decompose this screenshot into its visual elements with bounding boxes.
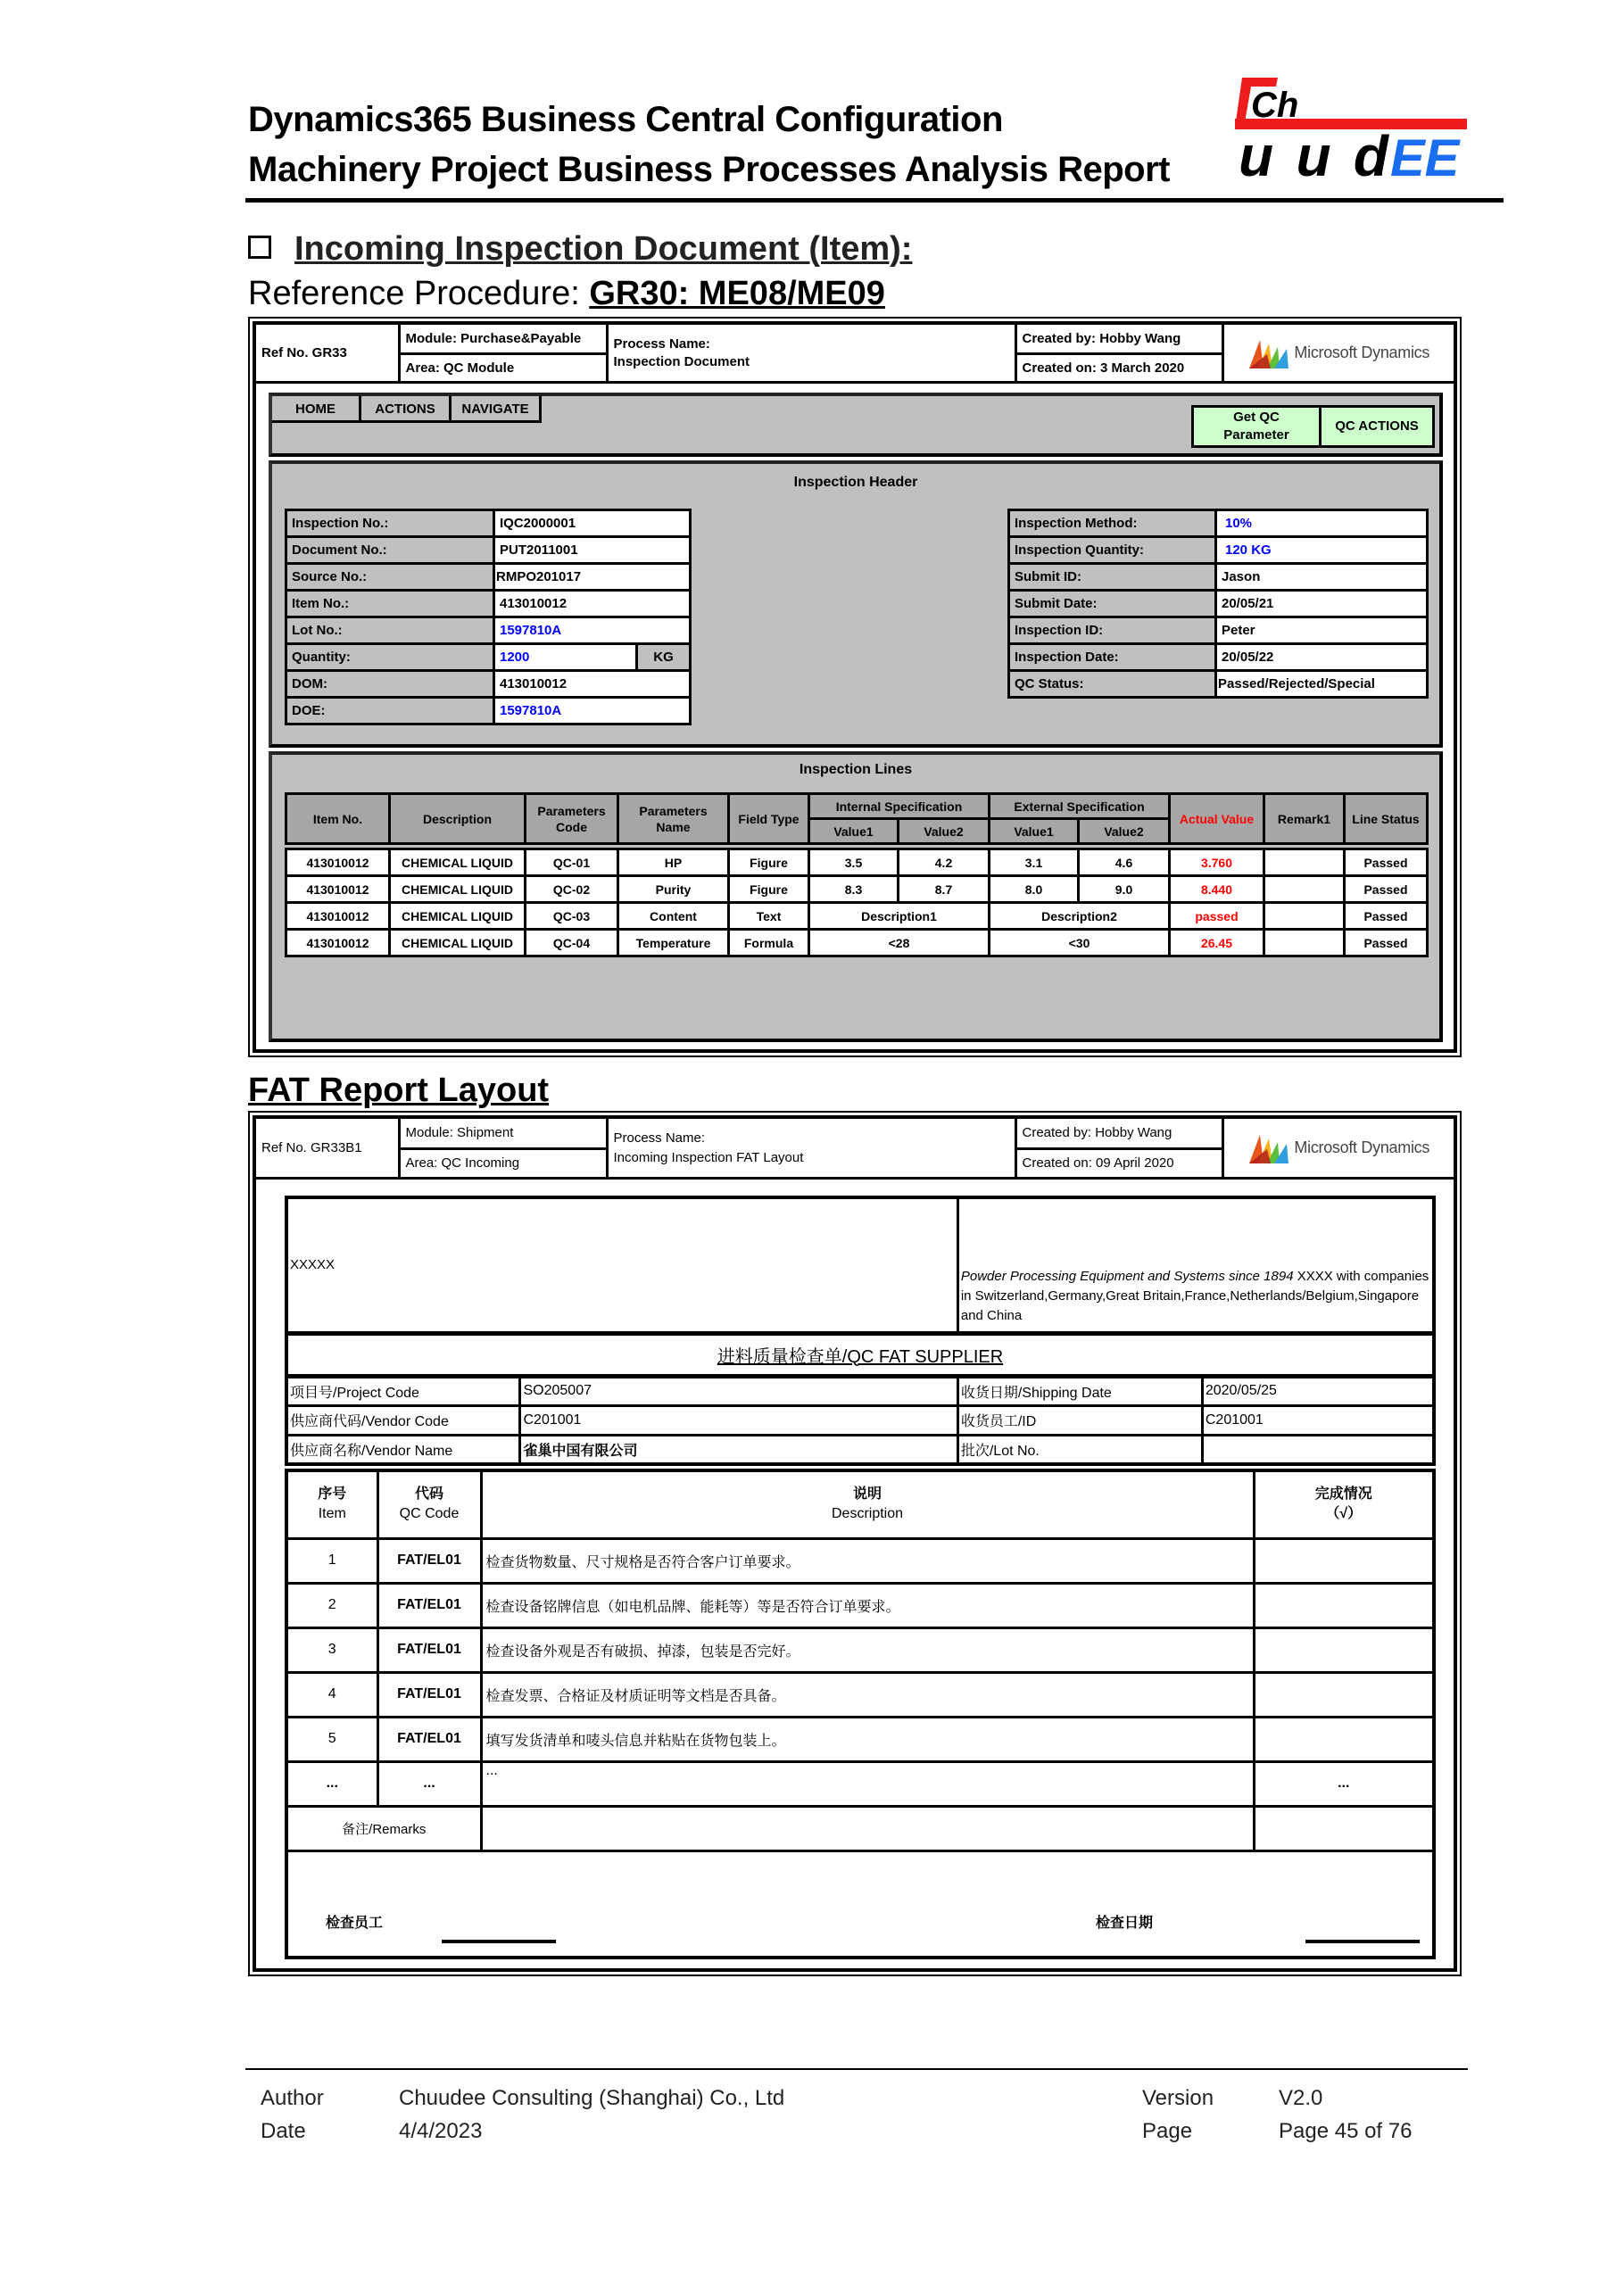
row-no: 4 [286,1672,377,1717]
col-param-name: Parameters Name [618,794,729,844]
table-row[interactable] [286,876,1428,903]
col-item-en: Item [318,1506,346,1522]
cell-description: CHEMICAL LIQUID [390,849,526,876]
row-no: ... [286,1761,377,1806]
dom-value[interactable]: 413010012 [494,671,691,698]
ribbon-tabs [272,396,542,423]
get-qc-line1: Get QC [1233,410,1280,425]
ms-dynamics-logo [1222,325,1454,383]
cell-param-name: HP [618,849,729,876]
inspect-date-line[interactable] [1305,1940,1420,1943]
col-desc-cn: 说明 [852,1486,882,1503]
reference-procedure [248,272,885,315]
reference-label: Reference Procedure: [248,275,590,312]
row-no: 1 [286,1538,377,1583]
inspection-document-frame [253,321,1457,1053]
row-code: FAT/EL01 [377,1627,481,1672]
row-code: FAT/EL01 [377,1672,481,1717]
ms-dynamics-icon [1247,1131,1290,1165]
module: Module: Purchase&Payable [399,325,607,353]
footer-date-value: 4/4/2023 [399,2119,483,2143]
area: Area: QC Module [399,353,607,382]
inspection-date-value[interactable]: 20/05/22 [1216,644,1428,671]
cell-int-spec: Description1 [809,903,990,930]
footer-author-label: Author [261,2086,324,2110]
col-qc-code [377,1470,481,1538]
header-field: Document No.: PUT2011001 [286,537,691,564]
submit-date-value[interactable]: 20/05/21 [1216,591,1428,617]
process-name-label: Process Name: [613,335,710,352]
cell-field-type: Figure [729,876,809,903]
fat-process-name-label: Process Name: [613,1130,706,1146]
chuudee-logo [1222,76,1481,183]
ms-dynamics-text: Microsoft Dynamics [1294,1138,1430,1156]
row-desc: ... [481,1761,1254,1806]
checklist-row [286,1583,1434,1627]
form-field-row [286,1376,1434,1405]
cell-actual-value[interactable]: 26.45 [1170,930,1264,956]
cell-int-value1: 8.3 [809,876,899,903]
inspection-lines-panel [269,751,1443,1042]
header-field: QC Status: Passed/Rejected/Special [1009,671,1428,698]
cell-actual-value[interactable]: 3.760 [1170,849,1264,876]
col-internal-spec: Internal Specification [809,794,990,819]
tab-actions[interactable]: ACTIONS [361,396,452,423]
footer-page-value: Page 45 of 76 [1279,2119,1413,2143]
fat-area: Area: QC Incoming [399,1148,607,1178]
fat-process-name-value: Incoming Inspection FAT Layout [613,1149,804,1165]
col-description [481,1470,1254,1538]
row-done-checkbox[interactable] [1254,1627,1434,1672]
submit-id-value[interactable]: Jason [1216,564,1428,591]
header-field: Inspection Quantity: 120 KG [1009,537,1428,564]
cell-ext-value2: 9.0 [1079,876,1170,903]
col-code-cn: 代码 [414,1486,443,1503]
item-no-value[interactable]: 413010012 [494,591,691,617]
table-row[interactable] [286,903,1428,930]
fat-created-on: Created on: 09 April 2020 [1015,1148,1222,1178]
inspection-lines-table [285,792,1429,957]
company-desc-italic: Powder Processing Equipment and Systems since 1894 [960,1268,1294,1284]
col-line-status: Line Status [1345,794,1428,844]
col-int-value1: Value1 [809,819,899,844]
cell-line-status: Passed [1345,903,1428,930]
table-row[interactable] [286,849,1428,876]
qc-actions-button[interactable]: QC ACTIONS [1319,405,1435,448]
cell-description: CHEMICAL LIQUID [390,876,526,903]
row-desc: 检查货物数量、尺寸规格是否符合客户订单要求。 [481,1538,1254,1583]
cell-param-name: Purity [618,876,729,903]
cell-description: CHEMICAL LIQUID [390,903,526,930]
row-code: FAT/EL01 [377,1583,481,1627]
checkbox-icon [248,236,271,259]
row-done-checkbox[interactable] [1254,1717,1434,1761]
col-ext-value1: Value1 [990,819,1079,844]
inspection-header-title: Inspection Header [793,475,918,490]
cell-ext-value2: 4.6 [1079,849,1170,876]
cell-line-status: Passed [1345,876,1428,903]
cell-param-code: QC-01 [526,849,618,876]
cell-int-spec: <28 [809,930,990,956]
table-row[interactable] [286,930,1428,956]
cell-ext-value1: 3.1 [990,849,1079,876]
cell-line-status: Passed [1345,849,1428,876]
col-param-code: Parameters Code [526,794,618,844]
company-description [957,1197,1434,1333]
cell-line-status: Passed [1345,930,1428,956]
cell-ext-spec: Description2 [990,903,1170,930]
ref-no: Ref No. GR33 [256,325,399,383]
inspection-quantity-value[interactable]: 120 KG [1216,537,1428,564]
col-code-en: QC Code [399,1506,460,1522]
header-field: Submit Date: 20/05/21 [1009,591,1428,617]
cell-remark[interactable] [1264,903,1345,930]
fat-ref-no: Ref No. GR33B1 [256,1119,399,1179]
company-desc-rest: XXXX with companies in Switzerland,Germany,Great Britain,France,Netherlands/Belgium,Singapore and China [960,1268,1429,1323]
fat-created-by: Created by: Hobby Wang [1015,1119,1222,1148]
field-label: 项目号/Project Code [286,1376,520,1405]
form-field-row [286,1435,1434,1464]
footer-rule [245,2068,1468,2070]
row-done-checkbox[interactable] [1254,1583,1434,1627]
row-desc: 检查设备铭牌信息（如电机品牌、能耗等）等是否符合订单要求。 [481,1583,1254,1627]
footer-author-value: Chuudee Consulting (Shanghai) Co., Ltd [399,2086,785,2110]
header-field: Inspection Date: 20/05/22 [1009,644,1428,671]
row-code: ... [377,1761,481,1806]
header-field: Lot No.: 1597810A [286,617,691,644]
row-done-checkbox[interactable]: ... [1254,1761,1434,1806]
process-name-value: Inspection Document [613,353,750,369]
get-qc-line2: Parameter [1223,427,1289,443]
header-field: Item No.: 413010012 [286,591,691,617]
vendor-name-value[interactable]: 雀巢中国有限公司 [520,1435,957,1464]
doe-value[interactable]: 1597810A [494,698,691,724]
vendor-code-value[interactable]: C201001 [520,1405,957,1435]
header-field: Inspection No.: IQC2000001 [286,510,691,537]
action-bar [269,393,1443,457]
fat-checklist [285,1469,1436,1959]
cell-item-no: 413010012 [286,849,390,876]
col-field-type: Field Type [729,794,809,844]
footer-date-label: Date [261,2119,306,2143]
header-field: Inspection Method: 10% [1009,510,1428,537]
ms-dynamics-icon [1247,336,1290,370]
cell-remark[interactable] [1264,876,1345,903]
signature-row [286,1850,1434,1958]
fat-form [285,1196,1436,1466]
col-item [286,1470,377,1538]
shipping-date-value[interactable]: 2020/05/25 [1202,1376,1434,1405]
row-desc: 填写发货清单和唛头信息并粘贴在货物包装上。 [481,1717,1254,1761]
field-label: 供应商代码/Vendor Code [286,1405,520,1435]
col-completion [1254,1470,1434,1538]
header-right-table [1007,509,1429,699]
cell-param-name: Content [618,903,729,930]
inspection-info-table [256,325,1454,384]
tab-navigate[interactable]: NAVIGATE [452,396,542,423]
row-code: FAT/EL01 [377,1538,481,1583]
cell-param-name: Temperature [618,930,729,956]
tab-home[interactable]: HOME [272,396,361,423]
svg-text:uud: uud [1239,124,1388,183]
document-no-value[interactable]: PUT2011001 [494,537,691,564]
footer-page-label: Page [1142,2119,1193,2143]
col-external-spec: External Specification [990,794,1170,819]
col-actual-value: Actual Value [1170,794,1264,844]
row-desc: 检查设备外观是否有破损、掉漆，包装是否完好。 [481,1627,1254,1672]
header-field: DOM: 413010012 [286,671,691,698]
checklist-row [286,1538,1434,1583]
field-label: 供应商名称/Vendor Name [286,1435,520,1464]
cell-remark[interactable] [1264,930,1345,956]
cell-param-code: QC-02 [526,876,618,903]
cell-field-type: Formula [729,930,809,956]
form-title [286,1333,1434,1376]
quantity-value[interactable]: 1200 [494,644,637,671]
inspection-id-value[interactable]: Peter [1216,617,1428,644]
fat-report-heading: FAT Report Layout [248,1072,550,1109]
lot-no-value[interactable] [1202,1435,1434,1464]
cell-int-value1: 3.5 [809,849,899,876]
cell-int-value2: 8.7 [899,876,990,903]
qc-status-value[interactable]: Passed/Rejected/Special [1216,671,1428,698]
created-by: Created by: Hobby Wang [1015,325,1222,353]
col-description: Description [390,794,526,844]
svg-text:Ch: Ch [1251,86,1299,125]
inspector-signature-line[interactable] [442,1940,556,1943]
lot-no-value[interactable]: 1597810A [494,617,691,644]
cell-field-type: Text [729,903,809,930]
inspect-date-label: 检查日期 [1096,1915,1154,1931]
col-ext-value2: Value2 [1079,819,1170,844]
form-title-text: 进料质量检查单/QC FAT SUPPLIER [717,1346,1004,1367]
quantity-unit: KG [637,644,691,671]
fat-module: Module: Shipment [399,1119,607,1148]
checklist-row [286,1627,1434,1672]
created-on: Created on: 3 March 2020 [1015,353,1222,382]
col-desc-en: Description [831,1506,904,1522]
remarks-label: 备注/Remarks [286,1806,481,1850]
inspector-label: 检查员工 [326,1915,384,1931]
checklist-row [286,1717,1434,1761]
remarks-field[interactable] [481,1806,1254,1850]
footer-version-value: V2.0 [1279,2086,1323,2110]
header-field: Inspection ID: Peter [1009,617,1428,644]
cell-item-no: 413010012 [286,903,390,930]
row-desc: 检查发票、合格证及材质证明等文档是否具备。 [481,1672,1254,1717]
receiver-id-value[interactable]: C201001 [1202,1405,1434,1435]
col-int-value2: Value2 [899,819,990,844]
cell-field-type: Figure [729,849,809,876]
col-done-cn: 完成情况 [1314,1486,1372,1503]
cell-int-value2: 4.2 [899,849,990,876]
header-left-table [285,509,692,725]
cell-actual-value[interactable]: 8.440 [1170,876,1264,903]
row-no: 5 [286,1717,377,1761]
project-code-value[interactable]: SO205007 [520,1376,957,1405]
cell-param-code: QC-03 [526,903,618,930]
inspection-header-panel [269,460,1443,748]
fat-report-frame [253,1115,1457,1972]
section-title-text: Incoming Inspection Document (Item): [294,230,913,268]
document-title-line1: Dynamics365 Business Central Configuration [248,100,1003,139]
row-code: FAT/EL01 [377,1717,481,1761]
col-done-mark: （√） [1325,1506,1363,1522]
col-remark1: Remark1 [1264,794,1345,844]
row-no: 3 [286,1627,377,1672]
row-no: 2 [286,1583,377,1627]
reference-value: GR30: ME08/ME09 [589,275,885,312]
ms-dynamics-text: Microsoft Dynamics [1294,344,1430,361]
field-label: 收货员工/ID [957,1405,1202,1435]
fat-ms-dynamics-logo [1222,1119,1454,1179]
document-title-line2: Machinery Project Business Processes Analysis Report [248,150,1170,189]
cell-actual-value[interactable]: passed [1170,903,1264,930]
inspection-lines-title: Inspection Lines [799,762,913,777]
cell-description: CHEMICAL LIQUID [390,930,526,956]
signature-area [286,1850,1434,1958]
form-field-row [286,1405,1434,1435]
chuudee-logo-icon [1222,76,1481,183]
title-rule [245,198,1504,203]
inspection-method-value[interactable]: 10% [1216,510,1428,537]
header-field: DOE: 1597810A [286,698,691,724]
cell-remark[interactable] [1264,849,1345,876]
process-name [607,325,1015,383]
header-field: Quantity: 1200 KG [286,644,691,671]
row-done-checkbox[interactable] [1254,1538,1434,1583]
cell-ext-value1: 8.0 [990,876,1079,903]
row-done-checkbox[interactable] [1254,1672,1434,1717]
checklist-row [286,1761,1434,1806]
field-label: 收货日期/Shipping Date [957,1376,1202,1405]
svg-text:EE: EE [1390,129,1460,183]
section-title [248,228,912,270]
fat-process-name [607,1119,1015,1179]
remarks-row [286,1806,1434,1850]
inspection-no-value[interactable]: IQC2000001 [494,510,691,537]
header-field: Submit ID: Jason [1009,564,1428,591]
cell-item-no: 413010012 [286,930,390,956]
cell-param-code: QC-04 [526,930,618,956]
cell-item-no: 413010012 [286,876,390,903]
footer-version-label: Version [1142,2086,1214,2110]
col-item-cn: 序号 [318,1486,347,1503]
company-logo-placeholder: XXXXX [286,1197,957,1333]
cell-ext-spec: <30 [990,930,1170,956]
checklist-row [286,1672,1434,1717]
remarks-extra [1254,1806,1434,1850]
source-no-value[interactable]: RMPO201017 [494,564,691,591]
header-field: Source No.: RMPO201017 [286,564,691,591]
field-label: 批次/Lot No. [957,1435,1202,1464]
fat-info-table [256,1119,1454,1180]
get-qc-parameter-button[interactable] [1191,405,1322,448]
checklist-header [286,1470,1434,1538]
col-item-no: Item No. [286,794,390,844]
